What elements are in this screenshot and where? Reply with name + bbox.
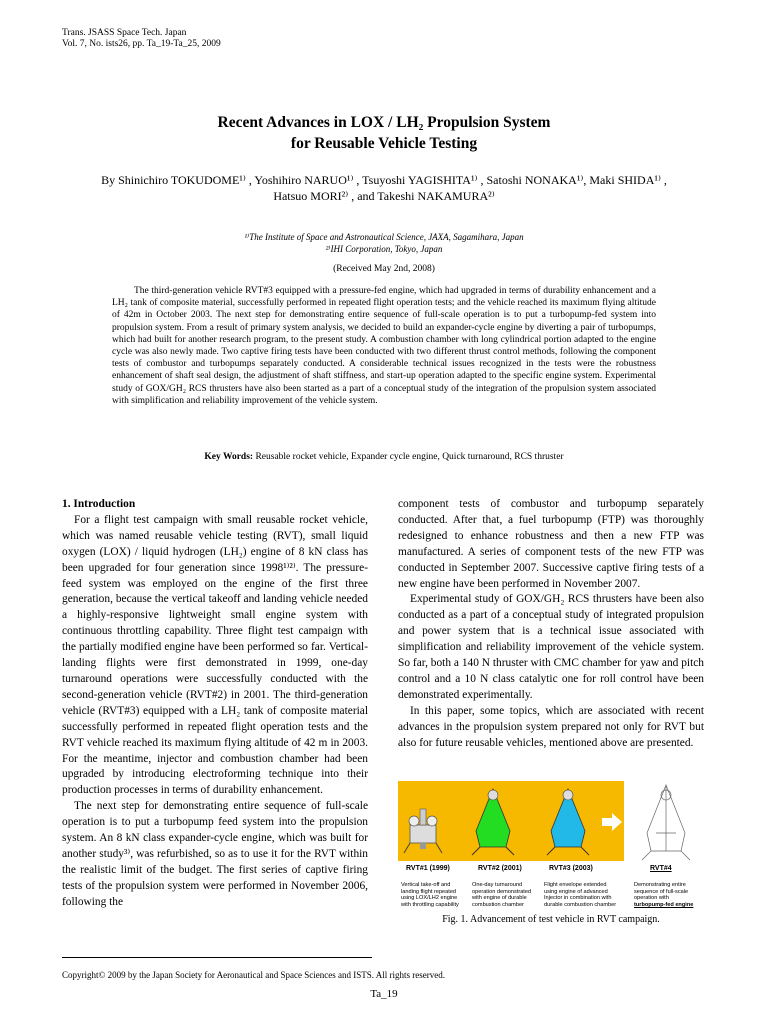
received-date: (Received May 2nd, 2008) (333, 264, 435, 274)
paragraph: component tests of combustor and turbopump separately conducted. After that, a fuel turbopump (FTP) was thoroughly redesigned to enhance robustness and then a new FTP was manufactured. A series of component tests of the new FTP was conducted in September 2007. Successive captive firing tests of a new engine have been performed in November 2007. (398, 498, 704, 590)
journal-header (62, 28, 221, 50)
authors-line-1: By Shinichiro TOKUDOME¹⁾ , Yoshihiro NARUO¹⁾ , Tsuyoshi YAGISHITA¹⁾ , Satoshi NONAKA¹⁾, Maki SHIDA¹⁾ , (101, 173, 667, 187)
rvt4-description: Demonstrating entire sequence of full-scale operation with turbopump-fed engine (634, 882, 694, 908)
rvt3-vehicle-image (547, 789, 589, 855)
keywords-text: Reusable rocket vehicle, Expander cycle engine, Quick turnaround, RCS thruster (255, 452, 564, 462)
rvt4-label: RVT#4 (650, 865, 672, 872)
page-number: Ta_19 (370, 988, 398, 1000)
authors-line-2: Hatsuo MORI²⁾ , and Takeshi NAKAMURA²⁾ (273, 189, 495, 203)
abstract: The third-generation vehicle RVT#3 equipped with a pressure-fed engine, which had upgraded in terms of durability enhancement and a LH₂ tank of composite material, successfully performed in repeated flight operation tests; and the vehicle reached its maximum flying altitude of 42m in October 2003. The next step for demonstrating entire sequence of full-scale operation is to put a turbopump-fed system into propulsion system. From a result of primary system analysis, we decided to build an expander-cycle engine by diverting a pair of turbopumps, which had built for another research program, to the present study. A combustion chamber with long cylindrical portion adapted to the engine cycle was also newly made. Two captive firing tests have been conducted with two different thrust control methods, following the component tests of combustor and turbopumps separately conducted. A considerable technical issues recognized in the tests were the robustness enhancement of shaft seal design, the adjustment of shaft stiffness, and start-up operation adapted to the specific engine system. Experimental study of GOX/GH₂ RCS thrusters have also been started as a part of a conceptual study of the integration of the propulsion system associated with simplification and reliability improvement of the vehicle system. (112, 286, 656, 406)
copyright-notice: Copyright© 2009 by the Japan Society for Aeronautical and Space Sciences and ISTS. All rights reserved. (62, 970, 446, 980)
title-line-1: Recent Advances in LOX / LH₂ Propulsion System (217, 114, 551, 131)
rvt1-label: RVT#1 (1999) (406, 865, 450, 872)
rvt1-vehicle-image (404, 809, 442, 853)
rvt2-vehicle-image (472, 789, 514, 855)
rvt3-description: Flight envelope extended using engine of advanced Injector in combination with durable combustion chamber (544, 882, 617, 908)
rvt3-label: RVT#3 (2003) (549, 865, 593, 872)
vehicle-illustrations (398, 781, 704, 863)
figure-caption: Fig. 1. Advancement of test vehicle in RVT campaign. (442, 914, 660, 925)
left-column (62, 497, 368, 911)
keywords (0, 452, 768, 462)
rvt4-vehicle-image (642, 785, 690, 860)
paragraph: Experimental study of GOX/GH₂ RCS thrusters have been also conducted as a part of a conceptual study of integrated propulsion and power system that is a technical issue associated with simplification and reliability improvement of the vehicle system. So far, both a 140 N thruster with CMC chamber for yaw and pitch control and a 10 N class catalytic one for roll control have been demonstrated experimentally. (398, 593, 704, 701)
figure-1 (398, 781, 704, 911)
paragraph: The next step for demonstrating entire sequence of full-scale operation is to put a turbopump feed system into the propulsion system. An 8 kN class expander-cycle engine, which was built for another study³⁾, was refurbished, so as to use it for the RVT within the realistic limit of the budget. The first series of captive firing tests of the propulsion system were performed in November 2006, following the (62, 800, 368, 908)
rvt1-description: Vertical take-off and landing flight repeated using LOX/LH2 engine with throttling capability (401, 882, 459, 908)
section-heading-introduction: 1. Introduction (62, 498, 136, 510)
journal-name: Trans. JSASS Space Tech. Japan (62, 28, 187, 38)
title-line-2: for Reusable Vehicle Testing (290, 135, 478, 152)
journal-volume: Vol. 7, No. ists26, pp. Ta_19-Ta_25, 2009 (62, 39, 221, 49)
paragraph: For a flight test campaign with small reusable rocket vehicle, which was named reusable vehicle testing (RVT), small liquid oxygen (LOX) / liquid hydrogen (LH₂) engine of 8 kN class has been upgraded for four generation since 1998¹⁾²⁾. The pressure-feed system was employed on the engine of the first three generation, because the vertical takeoff and landing vehicle needed a highly-responsive lightweight small engine system with continuous throttling capability. Three flight test campaign with the partially modified engine have been performed so far. Vertical-landing flights were first demonstrated in 1999, one-day turnaround operations were successfully conducted with the second-generation vehicle (RVT#2) in 2001. The third-generation vehicle (RVT#3) equipped with a LH₂ tank of composite material successfully performed in repeated flight operation tests and the RVT vehicle reached its maximum flying altitude of 42 m in 2003. For the meantime, injector and combustion chamber had been upgraded by introducing electroforming technique into their production processes in terms of durability enhancement. (62, 513, 368, 797)
keywords-label: Key Words: (204, 452, 254, 462)
right-column (398, 497, 704, 752)
paper-title (0, 112, 768, 154)
progression-arrow-icon (602, 813, 622, 831)
affiliation-2: ²⁾IHI Corporation, Tokyo, Japan (325, 244, 443, 254)
rvt2-label: RVT#2 (2001) (478, 865, 522, 872)
affiliations (0, 231, 768, 255)
affiliation-1: ¹⁾The Institute of Space and Astronautical Science, JAXA, Sagamihara, Japan (244, 232, 524, 242)
rvt2-description: One-day turnaround operation demonstrated with engine of durable combustion chamber (472, 882, 532, 908)
footnote-divider (62, 957, 372, 958)
paragraph: In this paper, some topics, which are associated with recent advances in the propulsion system prepared not only for RVT but also for future reusable vehicles, mentioned above are presented. (398, 704, 704, 749)
author-list (60, 172, 708, 204)
